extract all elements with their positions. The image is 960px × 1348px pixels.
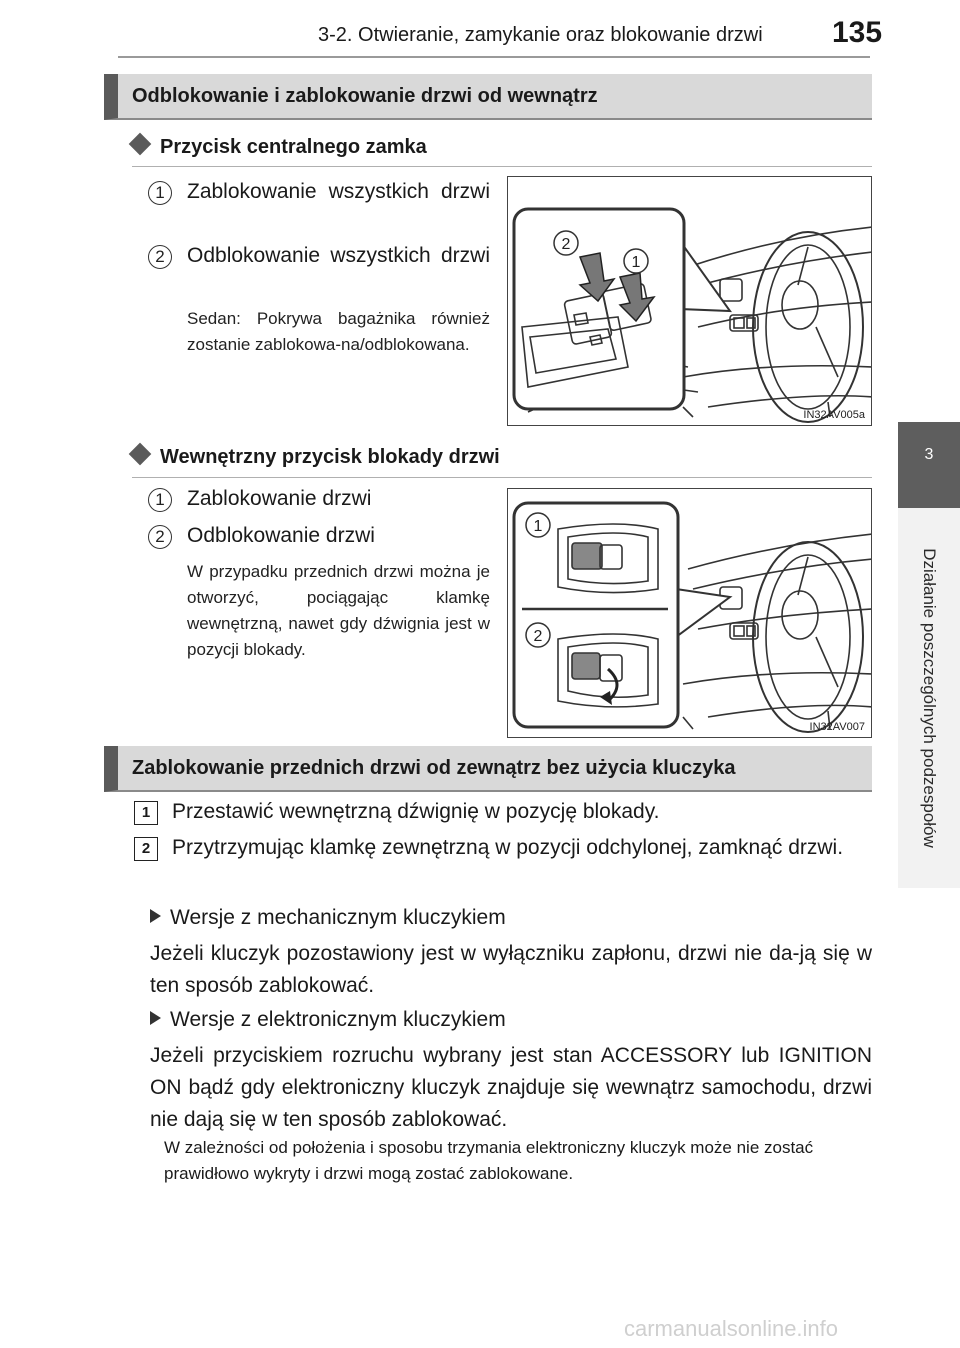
callout-number: 2: [148, 245, 172, 269]
subheading-text: Wewnętrzny przycisk blokady drzwi: [160, 446, 500, 468]
watermark-text: carmanualsonline.info: [624, 1316, 839, 1341]
item-note: Sedan: Pokrywa bagażnika również zostanie zablokowa-na/odblokowana.: [187, 309, 490, 354]
triangle-bullet-icon: [150, 909, 161, 923]
page-number: 135: [832, 16, 883, 49]
item-text: Odblokowanie drzwi: [187, 524, 375, 547]
inside-lock-illustration: [508, 489, 872, 738]
section-heading-lock-front-doors-outside: Zablokowanie przednich drzwi od zewnątrz bez użycia kluczyka: [104, 746, 872, 792]
variant-paragraph: Jeżeli przyciskiem rozruchu wybrany jest stan ACCESSORY lub IGNITION ON bądź gdy elektroniczny kluczyk znajduje się wewnątrz samochodu, drzwi nie dają się w ten sposób zablokować.: [150, 1044, 872, 1131]
triangle-bullet-icon: [150, 1011, 161, 1025]
running-header-title: 3-2. Otwieranie, zamykanie oraz blokowanie drzwi: [318, 24, 763, 46]
subheading-inside-lock-button: [132, 446, 500, 469]
subheading-text: Przycisk centralnego zamka: [160, 136, 427, 158]
step-number-box: 1: [134, 801, 158, 825]
diamond-bullet-icon: [129, 443, 152, 466]
callout-number: 1: [148, 181, 172, 205]
central-lock-illustration: [508, 177, 872, 426]
svg-text:2: 2: [561, 236, 571, 253]
chapter-tab-number: 3: [898, 422, 960, 508]
item-note: W przypadku przednich drzwi można je otworzyć, pociągając klamkę wewnętrzną, nawet gdy dźwignia jest w pozycji blokady.: [187, 562, 490, 659]
item-text: Zablokowanie wszystkich drzwi: [187, 180, 490, 203]
svg-text:2: 2: [533, 628, 543, 645]
item-text: Zablokowanie drzwi: [187, 487, 372, 510]
callout-number: 1: [148, 488, 172, 512]
svg-text:1: 1: [631, 254, 641, 271]
figure-inside-lock-button: [507, 488, 872, 738]
variant-label: Wersje z elektronicznym kluczykiem: [150, 1004, 506, 1036]
figure-code: IN32AV007: [809, 721, 865, 733]
subheading-rule: [132, 166, 872, 167]
section-heading-unlock-lock-inside: Odblokowanie i zablokowanie drzwi od wewnątrz: [104, 74, 872, 120]
chapter-tab-title: Działanie poszczególnych podzespołów: [920, 548, 939, 848]
subheading-central-lock-switch: [132, 136, 427, 159]
step-number-box: 2: [134, 837, 158, 861]
step-text: Przytrzymując klamkę zewnętrzną w pozycji odchylonej, zamknąć drzwi.: [172, 836, 844, 859]
variant-paragraph: Jeżeli kluczyk pozostawiony jest w wyłączniku zapłonu, drzwi nie da-ją się w ten sposób zablokować.: [150, 942, 872, 997]
svg-text:1: 1: [533, 518, 543, 535]
callout-number: 2: [148, 525, 172, 549]
diamond-bullet-icon: [129, 133, 152, 156]
item-text: Odblokowanie wszystkich drzwi: [187, 244, 490, 267]
step-text: Przestawić wewnętrzną dźwignię w pozycję blokady.: [172, 800, 660, 823]
variant-label: Wersje z mechanicznym kluczykiem: [150, 902, 506, 934]
figure-code: IN32AV005a: [803, 409, 865, 421]
header-rule: [118, 56, 870, 58]
chapter-tab: [898, 508, 960, 888]
variant-note: W zależności od położenia i sposobu trzymania elektroniczny kluczyk może nie zostać prawidłowo wykryty i drzwi mogą zostać zablokowane.: [164, 1138, 814, 1183]
subheading-rule: [132, 477, 872, 478]
figure-central-lock-switch: [507, 176, 872, 426]
